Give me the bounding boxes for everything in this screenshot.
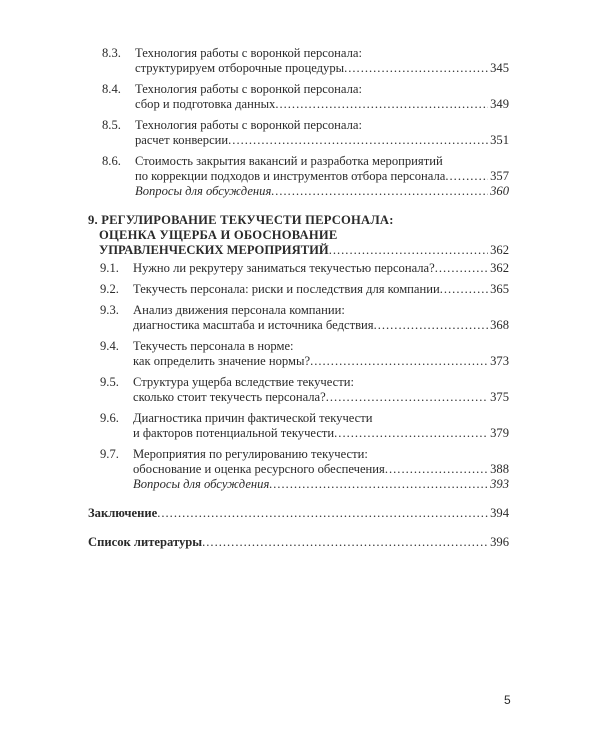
entry-title-line1: Технология работы с воронкой персонала: [135, 82, 362, 96]
leader-dots [435, 261, 488, 276]
leader-dots [329, 243, 488, 258]
toc-entry-9-3[interactable] [88, 303, 509, 333]
chapter-page: 362 [490, 243, 509, 257]
literature-page: 396 [490, 535, 509, 549]
entry-title-line1: Диагностика причин фактической текучести [133, 411, 373, 425]
entry-number: 9.5. [100, 375, 119, 389]
entry-number: 9.7. [100, 447, 119, 461]
page-number: 5 [504, 693, 511, 707]
leader-dots [202, 535, 488, 550]
leader-dots [385, 462, 488, 477]
questions-page: 393 [490, 477, 509, 491]
leader-dots [271, 184, 488, 199]
entry-title-line2: по коррекции подходов и инструментов отбора персонала [135, 169, 446, 183]
questions-label: Вопросы для обсуждения [133, 477, 270, 491]
toc-entry-8-5[interactable] [88, 118, 509, 148]
entry-page: 373 [490, 354, 509, 368]
entry-number: 9.6. [100, 411, 119, 425]
entry-title-line2: диагностика масштаба и источника бедствия [133, 318, 374, 332]
chapter-title-line2: ОЦЕНКА УЩЕРБА И ОБОСНОВАНИЕ [99, 228, 338, 242]
entry-title-line1: Текучесть персонала в норме: [133, 339, 294, 353]
entry-title-line1: Стоимость закрытия вакансий и разработка мероприятий [135, 154, 443, 168]
entry-title-line1: Анализ движения персонала компании: [133, 303, 345, 317]
entry-page: 375 [490, 390, 509, 404]
toc-entry-8-6[interactable] [88, 154, 509, 199]
leader-dots [334, 426, 488, 441]
chapter-title-line3: УПРАВЛЕНЧЕСКИХ МЕРОПРИЯТИЙ [99, 243, 329, 257]
entry-title-line1: Мероприятия по регулированию текучести: [133, 447, 368, 461]
entry-page: 368 [490, 318, 509, 332]
entry-title-line2: как определить значение нормы? [133, 354, 311, 368]
conclusion-page: 394 [490, 506, 509, 520]
toc-entry-9-1[interactable] [88, 261, 509, 276]
entry-page: 349 [490, 97, 509, 111]
table-of-contents [88, 46, 509, 550]
entry-number: 8.3. [102, 46, 121, 60]
entry-number: 9.1. [100, 261, 119, 275]
entry-title: Текучесть персонала: риски и последствия для компании [133, 282, 440, 296]
leader-dots [269, 477, 488, 492]
questions-label: Вопросы для обсуждения [135, 184, 272, 198]
entry-title-line2: обоснование и оценка ресурсного обеспечения [133, 462, 385, 476]
toc-entry-9-5[interactable] [88, 375, 509, 405]
conclusion-label: Заключение [88, 506, 158, 520]
entry-title-line2: сбор и подготовка данных [135, 97, 276, 111]
entry-title-line1: Технология работы с воронкой персонала: [135, 46, 362, 60]
entry-number: 8.5. [102, 118, 121, 132]
entry-title-line1: Структура ущерба вследствие текучести: [133, 375, 354, 389]
leader-dots [228, 133, 488, 148]
entry-title-line2: сколько стоит текучесть персонала? [133, 390, 326, 404]
literature-label: Список литературы [88, 535, 203, 549]
entry-number: 9.3. [100, 303, 119, 317]
entry-title: Нужно ли рекрутеру заниматься текучестью персонала? [133, 261, 435, 275]
entry-page: 379 [490, 426, 509, 440]
entry-title-line2: расчет конверсии [135, 133, 229, 147]
toc-entry-8-4[interactable] [88, 82, 509, 112]
entry-title-line2: и факторов потенциальной текучести [133, 426, 335, 440]
leader-dots [326, 390, 488, 405]
questions-page: 360 [490, 184, 509, 198]
toc-entry-9-2[interactable] [88, 282, 509, 297]
entry-page: 365 [490, 282, 509, 296]
entry-title-line1: Технология работы с воронкой персонала: [135, 118, 362, 132]
toc-entry-8-3[interactable] [88, 46, 509, 76]
toc-entry-9-4[interactable] [88, 339, 509, 369]
entry-page: 388 [490, 462, 509, 476]
leader-dots [310, 354, 488, 369]
entry-number: 8.6. [102, 154, 121, 168]
leader-dots [157, 506, 488, 521]
entry-page: 351 [490, 133, 509, 147]
entry-page: 362 [490, 261, 509, 275]
chapter-9-heading[interactable] [88, 213, 509, 258]
leader-dots [275, 97, 488, 112]
chapter-title-line1: 9. РЕГУЛИРОВАНИЕ ТЕКУЧЕСТИ ПЕРСОНАЛА: [88, 213, 394, 227]
entry-number: 9.2. [100, 282, 119, 296]
entry-title-line2: структурируем отборочные процедуры [135, 61, 345, 75]
entry-number: 8.4. [102, 82, 121, 96]
leader-dots [440, 282, 488, 297]
entry-page: 345 [490, 61, 509, 75]
leader-dots [344, 61, 488, 76]
entry-page: 357 [490, 169, 509, 183]
leader-dots [374, 318, 489, 333]
toc-entry-9-7[interactable] [88, 447, 509, 492]
leader-dots [445, 169, 488, 184]
toc-entry-literature[interactable] [88, 535, 509, 550]
toc-entry-conclusion[interactable] [88, 506, 509, 521]
toc-entry-9-6[interactable] [88, 411, 509, 441]
entry-number: 9.4. [100, 339, 119, 353]
